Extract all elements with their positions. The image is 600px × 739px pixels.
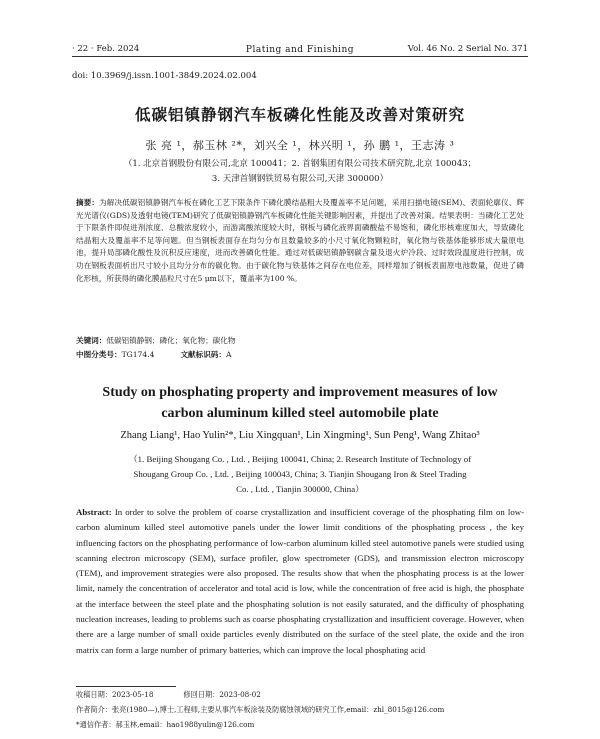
chinese-title: 低碳铝镇静钢汽车板磷化性能及改善对策研究 <box>134 106 465 124</box>
chinese-affiliation-line: （1. 北京首钢股份有限公司,北京 100041；2. 首钢集团有限公司技术研究院,北京 100043； <box>123 159 477 169</box>
english-affiliation-line: （1. Beijing Shougang Co. , Ltd. , Beijing 100041, China; 2. Research Institute of Technology of <box>128 454 472 464</box>
doi[interactable]: doi: 10.3969/j.issn.1001-3849.2024.02.004 <box>72 71 257 81</box>
english-affiliation-line: Co. , Ltd. , Tianjin 300000, China） <box>236 484 364 494</box>
classification-line <box>76 349 524 361</box>
running-header <box>72 40 528 57</box>
chinese-keywords <box>76 335 524 347</box>
header-journal-name: Plating and Finishing <box>245 45 355 55</box>
clc-label: 中图分类号： <box>76 350 122 359</box>
footnote-divider <box>76 686 176 687</box>
keywords-text: 低碳铝镇静钢；磷化；氧化物；碳化物 <box>106 336 236 345</box>
english-title-line: Study on phosphating property and improvement measures of low <box>102 385 498 400</box>
received-date: 2023-05-18 <box>111 690 154 699</box>
english-affiliation-line: Shougang Group Co. , Ltd. , Beijing 100043, China; 3. Tianjin Shougang Iron & Steel Trading <box>133 469 467 479</box>
english-abstract <box>76 505 524 658</box>
english-title <box>60 382 540 424</box>
doc-code-label: 文献标识码： <box>180 350 226 359</box>
english-abstract-label: Abstract: <box>76 507 112 517</box>
english-affiliations <box>80 452 520 497</box>
english-title-line: carbon aluminum killed steel automobile plate <box>161 406 439 421</box>
chinese-affiliation-line: 3. 天津首钢钢铁贸易有限公司,天津 300000） <box>211 174 389 184</box>
chinese-affiliations <box>80 157 520 187</box>
chinese-abstract <box>76 197 524 285</box>
english-abstract-text: In order to solve the problem of coarse crystallization and insufficient coverage of the phosphating film on low-carbon aluminum killed steel automotive panels under the lower limit conditions of the phosphating process , the key influencing factors on the phosphating performance of low-carbon aluminum killed steel automotive panels were studied using scanning electron microscopy (SEM), surface profiler, glow spectrometer (GDS), and transmission electron microscopy (TEM), and improvement strategies were also proposed. The results show that when the phosphating process is at the lower limit, namely the concentration of accelerator and total acid is low, while the concentration of free acid is high, the phosphate at the interface between the steel plate and the phosphating solution is not easily saturated, and the difficulty of phosphating nucleation increases, leading to problems such as coarse phosphating crystallization and insufficient coverage. However, when there are a large number of small oxide particles evenly distributed on the surface of the steel plate, the oxide and the iron matrix can form a large number of primary batteries, which can improve the local phosphating acid <box>76 507 524 655</box>
footnote-corresponding: *通信作者：郝玉林,email：hao1988yulin@126.com <box>76 720 255 729</box>
revised-label: 修回日期： <box>183 690 220 699</box>
received-label: 收稿日期： <box>76 690 112 699</box>
keywords-label: 关键词： <box>76 336 107 345</box>
header-volume: Vol. 46 No. 2 Serial No. 371 <box>407 44 528 54</box>
footnote-author-intro: 作者简介：张亮(1980—),博士,工程师,主要从事汽车板涂装及防腐蚀领域的研究工作,email：zhl_8015@126.com <box>76 705 445 714</box>
revised-date: 2023-08-02 <box>219 690 261 699</box>
header-page-date: · 22 · Feb. 2024 <box>72 44 140 54</box>
chinese-authors: 张 亮 ¹，郝玉林 ²*，刘兴全 ¹，林兴明 ¹，孙 鹏 ¹，王志涛 ³ <box>145 139 455 152</box>
footnote-dates <box>76 690 540 700</box>
chinese-abstract-text: 为解决低碳铝镇静钢汽车板在磷化工艺下限条件下磷化膜结晶粗大及覆盖率不足问题，采用扫描电镜(SEM)、表面轮廓仪、辉光光谱仪(GDS)及透射电镜(TEM)研究了低碳铝镇静钢汽车板磷化性能关键影响因素，并提出了改善对策。结果表明：当磷化工艺处于下限条件即促进剂浓度、总酸浓度较小，而游离酸浓度较大时，钢板与磷化液界面磷酸盐不易饱和，磷化形核难度加大，导致磷化结晶粗大及覆盖率不足等问题。但当钢板表面存在均匀分布且数量较多的小尺寸氧化物颗粒时，氧化物与铁基体能够形成大量原电池，提升局部磷化酸性及沉积反应速度，进而改善磷化性能。通过对低碳铝镇静钢碳含量及退火炉冷段、过时效段温度进行控制，成功在钢板表面析出尺寸较小且均分分布的碳化物。由于碳化物与铁基体之间存在电位差，同样增加了钢板表面原电池数量，促进了磷化形核，所获得的磷化膜晶粒尺寸在5 μm以下，覆盖率为100 %。 <box>76 198 524 283</box>
chinese-abstract-label: 摘要： <box>76 198 100 207</box>
english-authors: Zhang Liang¹, Hao Yulin²*, Liu Xingquan¹, Lin Xingming¹, Sun Peng¹, Wang Zhitao³ <box>120 430 480 441</box>
clc-number: TG174.4 <box>121 350 155 359</box>
doc-code: A <box>226 350 232 359</box>
